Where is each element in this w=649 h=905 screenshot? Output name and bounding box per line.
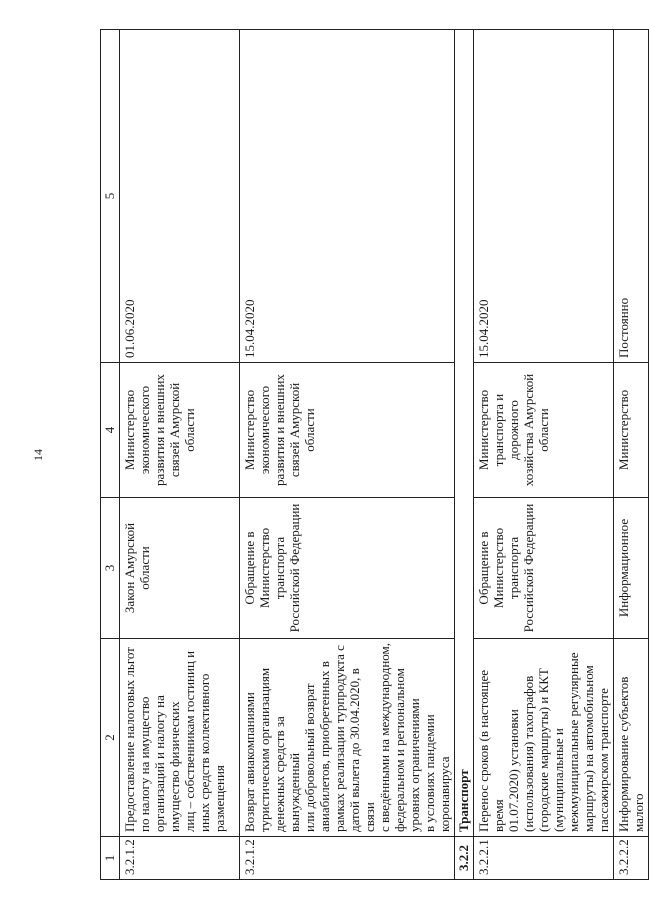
executor-cell: Министерство экономического развития и внешних связей Амурской области [240,363,455,498]
table-row [120,30,240,880]
form-cell: Закон Амурской области [120,498,240,639]
row-number: 3.2.1.2 [240,837,455,880]
executor-cell: Министерство экономического развития и внешних связей Амурской области [120,363,240,498]
executor-cell: Министерство транспорта и дорожного хозяйства Амурской области [474,363,614,498]
form-cell: Обращение в Министерство транспорта Российской Федерации [240,498,455,639]
section-title: Транспорт [455,30,474,837]
date-cell: 15.04.2020 [240,30,455,363]
header-cell: 5 [101,30,120,363]
measure-cell: Перенос сроков (в настоящее время 01.07.2020) установки (использования) тахографов (городские маршруты) и ККТ (муниципальные и межмуниципальные регулярные маршруты) на автомобильном пассажирском транспорте [474,639,614,837]
header-cell: 4 [101,363,120,498]
row-number: 3.2.1.2 [120,837,240,880]
measure-cell: Возврат авиакомпаниями туристическим организациям денежных средств за вынужденный или добровольный возврат авиабилетов, приобретенных в рамках реализации турпродукта с датой вылета до 30.04.2020, в связи с введёнными на международном, федеральном и региональном уровнях ограничениями в условиях пандемии коронавируса [240,639,455,837]
table-row [240,30,455,880]
measures-table [100,29,649,880]
measures-table-sheet [100,30,646,880]
header-cell: 2 [101,639,120,837]
page-number: 14 [31,449,45,461]
date-cell: 15.04.2020 [474,30,614,363]
measure-cell: Предоставление налоговых льгот по налогу на имущество организаций и налогу на имущество физических лиц – собственникам гостиниц и иных средств коллективного размещения [120,639,240,837]
header-cell: 3 [101,498,120,639]
form-cell: Обращение в Министерство транспорта Российской Федерации [474,498,614,639]
section-row [455,30,474,880]
row-number: 3.2.2.1 [474,837,614,880]
date-cell: Постоянно [614,30,649,363]
table-row [474,30,614,880]
table-row [614,30,649,880]
table-header-row [101,30,120,880]
measure-cell: Информирование субъектов малого [614,639,649,837]
date-cell: 01.06.2020 [120,30,240,363]
form-cell: Информационное [614,498,649,639]
row-number: 3.2.2.2 [614,837,649,880]
section-number: 3.2.2 [455,837,474,880]
header-cell: 1 [101,837,120,880]
executor-cell: Министерство [614,363,649,498]
